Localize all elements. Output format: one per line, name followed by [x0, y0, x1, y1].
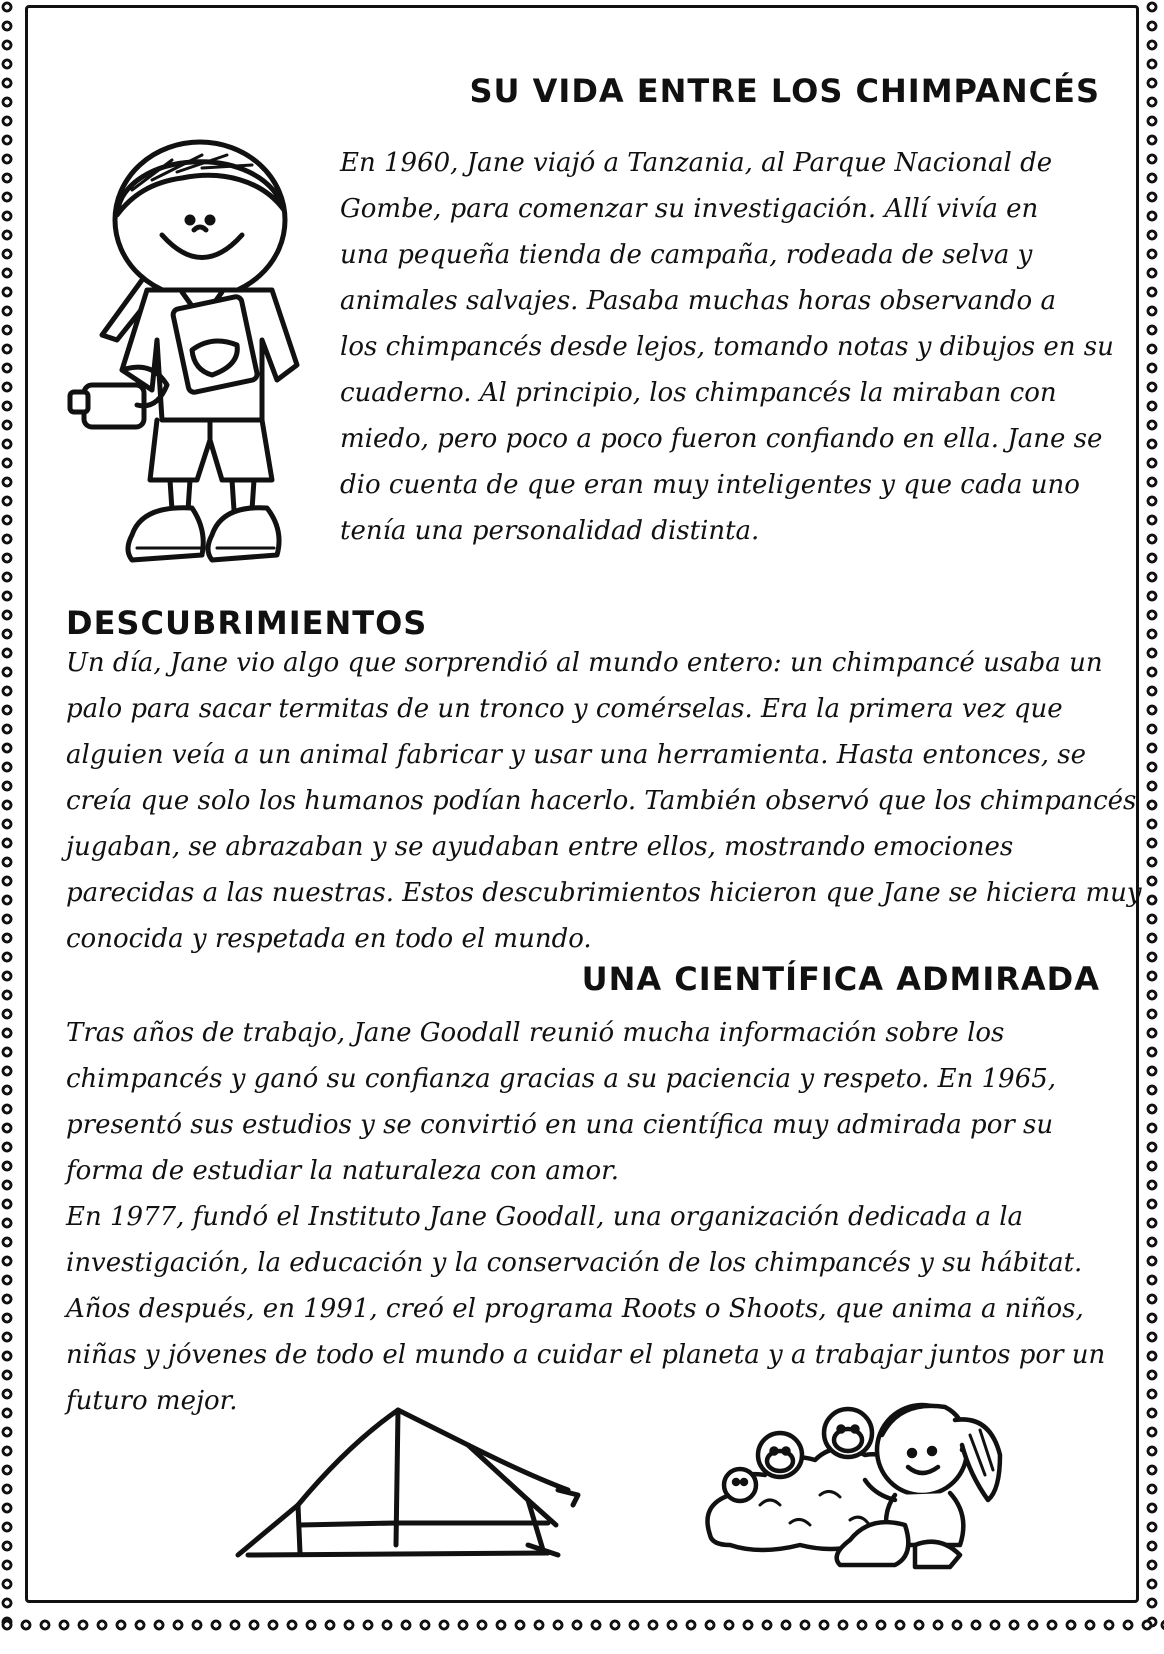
text-line: una pequeña tienda de campaña, rodeada de selva y	[340, 240, 1033, 270]
text-line: miedo, pero poco a poco fueron confiando en ella. Jane se	[340, 424, 1103, 454]
text-line: Un día, Jane vio algo que sorprendió al mundo entero: un chimpancé usaba un	[66, 648, 1103, 678]
text-line: Tras años de trabajo, Jane Goodall reunió mucha información sobre los	[66, 1018, 1005, 1048]
tent-icon	[228, 1405, 608, 1565]
text-line: parecidas a las nuestras. Estos descubrimientos hicieron que Jane se hiciera muy	[66, 878, 1142, 908]
text-line: Gombe, para comenzar su investigación. Allí vivía en	[340, 194, 1039, 224]
text-line: futuro mejor.	[66, 1386, 238, 1416]
paragraph-discoveries	[66, 640, 1142, 962]
text-line: presentó sus estudios y se convirtió en una científica muy admirada por su	[66, 1110, 1054, 1140]
boy-explorer-icon	[62, 120, 302, 580]
paragraph-life-among-chimps	[340, 140, 1120, 554]
text-line: los chimpancés desde lejos, tomando notas y dibujos en su	[340, 332, 1114, 362]
text-line: En 1960, Jane viajó a Tanzania, al Parque Nacional de	[340, 148, 1053, 178]
text-line: alguien veía a un animal fabricar y usar una herramienta. Hasta entonces, se	[66, 740, 1086, 770]
text-line: animales salvajes. Pasaba muchas horas observando a	[340, 286, 1056, 316]
section-title-admired-scientist: UNA CIENTÍFICA ADMIRADA	[581, 960, 1100, 998]
text-line: jugaban, se abrazaban y se ayudaban entre ellos, mostrando emociones	[66, 832, 1014, 862]
text-line: dio cuenta de que eran muy inteligentes y que cada uno	[340, 470, 1080, 500]
girl-with-chimpanzees-icon	[700, 1395, 1010, 1570]
text-line: tenía una personalidad distinta.	[340, 516, 760, 546]
paragraph-admired-scientist	[66, 1010, 1126, 1424]
text-line: creía que solo los humanos podían hacerlo. También observó que los chimpancés	[66, 786, 1137, 816]
text-line: forma de estudiar la naturaleza con amor.	[66, 1156, 619, 1186]
section-title-discoveries: DESCUBRIMIENTOS	[66, 604, 428, 642]
dotted-border-right	[1145, 0, 1159, 1630]
text-line: conocida y respetada en todo el mundo.	[66, 924, 592, 954]
text-line: niñas y jóvenes de todo el mundo a cuidar el planeta y a trabajar juntos por un	[66, 1340, 1106, 1370]
text-line: palo para sacar termitas de un tronco y comérselas. Era la primera vez que	[66, 694, 1063, 724]
text-line: En 1977, fundó el Instituto Jane Goodall, una organización dedicada a la	[66, 1202, 1024, 1232]
dotted-border-bottom	[0, 1618, 1164, 1632]
text-line: cuaderno. Al principio, los chimpancés la miraban con	[340, 378, 1057, 408]
section-title-life-among-chimps: SU VIDA ENTRE LOS CHIMPANCÉS	[469, 72, 1100, 110]
text-line: Años después, en 1991, creó el programa Roots o Shoots, que anima a niños,	[66, 1294, 1084, 1324]
text-line: investigación, la educación y la conservación de los chimpancés y su hábitat.	[66, 1248, 1083, 1278]
text-line: chimpancés y ganó su confianza gracias a su paciencia y respeto. En 1965,	[66, 1064, 1057, 1094]
dotted-border-left	[0, 0, 14, 1630]
